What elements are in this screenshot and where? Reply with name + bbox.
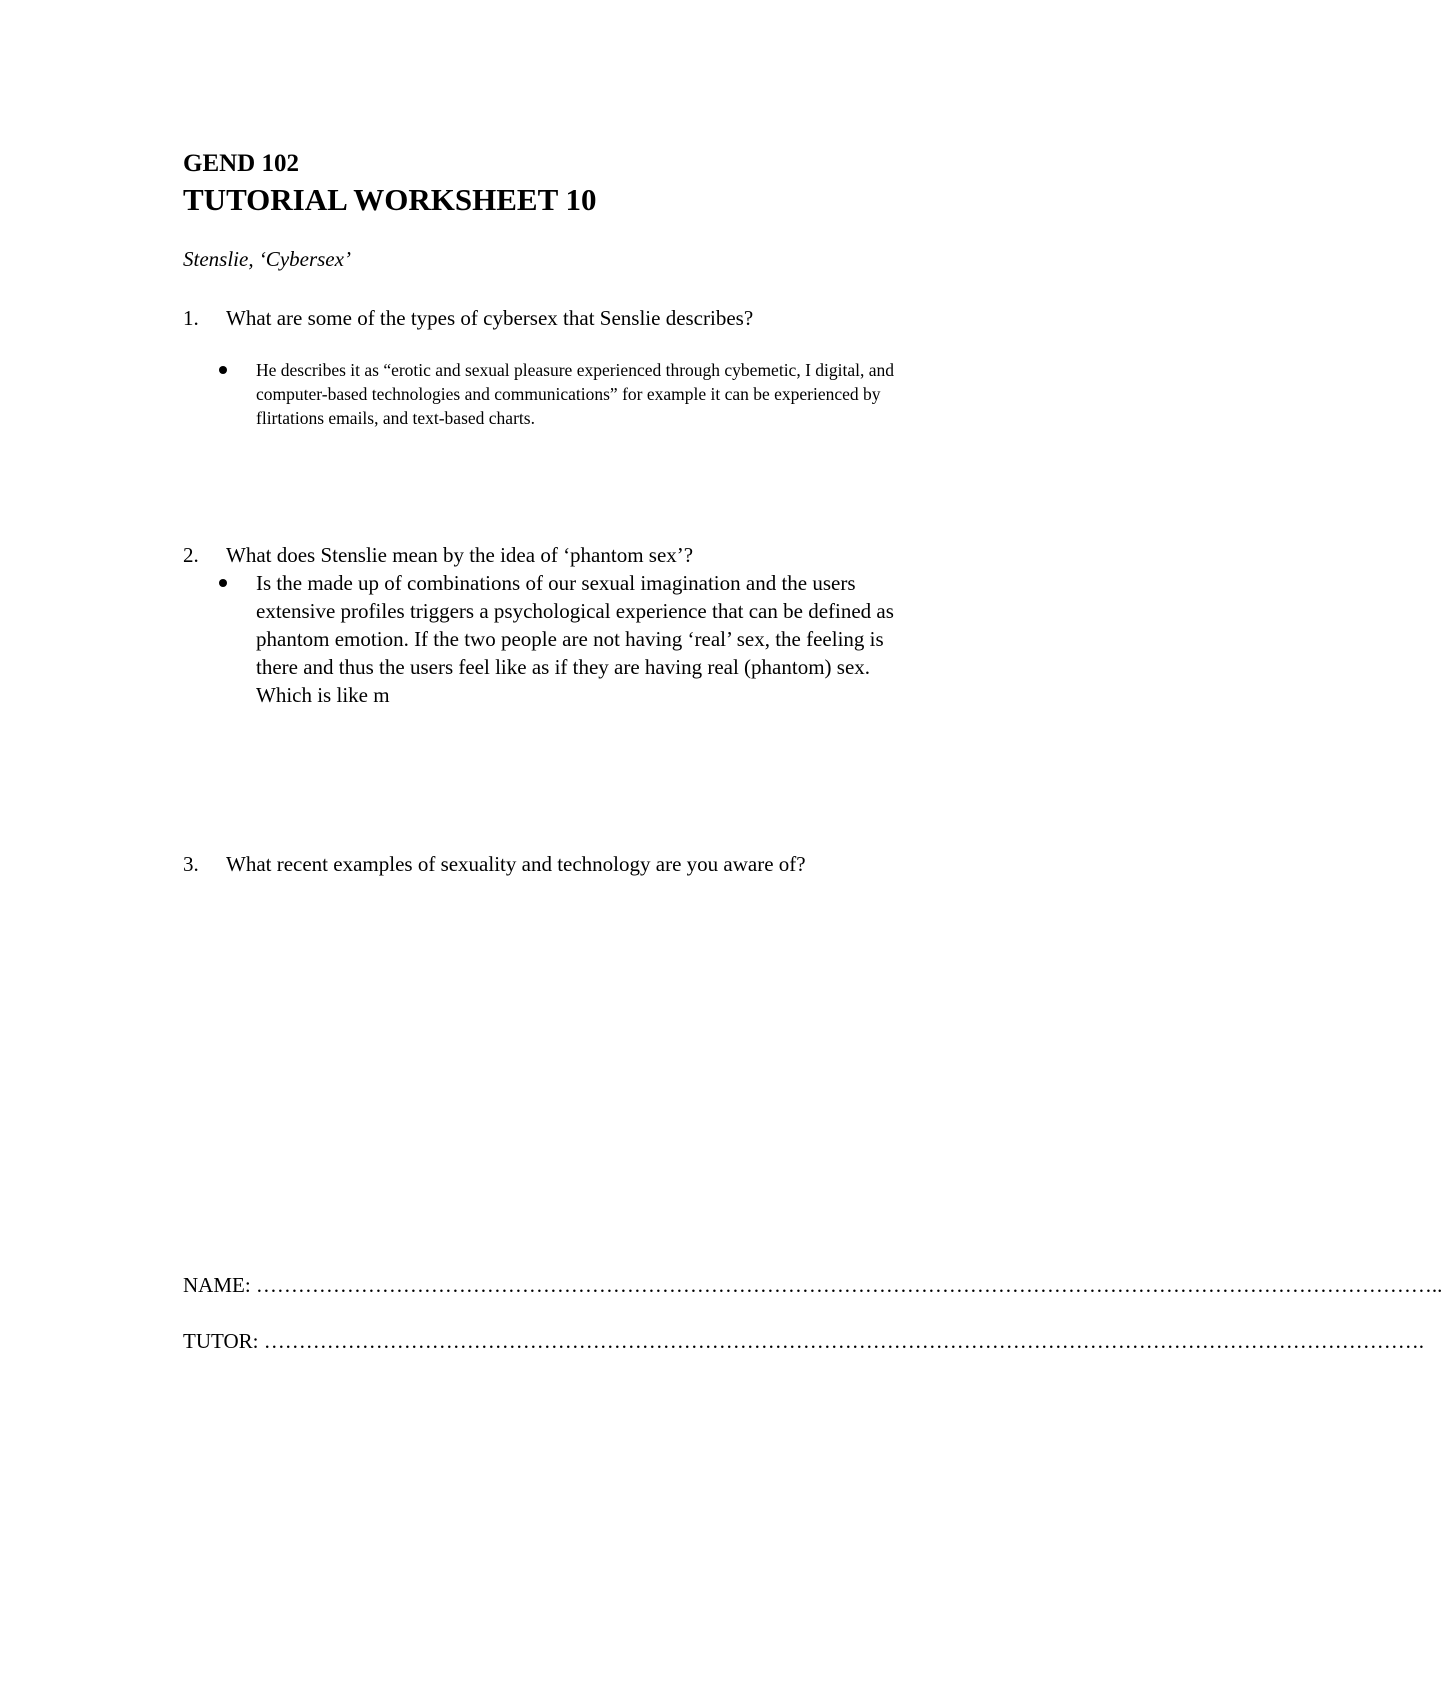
answer-line: computer-based technologies and communications” for example it can be experienced by bbox=[256, 384, 881, 404]
question-3-text: What recent examples of sexuality and technology are you aware of? bbox=[226, 852, 806, 876]
question-1-text: What are some of the types of cybersex that Senslie describes? bbox=[226, 306, 754, 330]
question-3-number: 3. bbox=[183, 852, 199, 876]
page-title: TUTORIAL WORKSHEET 10 bbox=[183, 182, 597, 217]
answer-line: flirtations emails, and text-based charts. bbox=[256, 408, 535, 428]
answer-line: there and thus the users feel like as if they are having real (phantom) sex. bbox=[256, 655, 871, 679]
answer-line: He describes it as “erotic and sexual pleasure experienced through cybemetic, I digital, and bbox=[256, 360, 895, 380]
reading-reference: Stenslie, ‘Cybersex’ bbox=[183, 247, 351, 271]
bullet-icon bbox=[219, 579, 227, 587]
answer-line: Is the made up of combinations of our sexual imagination and the users bbox=[256, 571, 856, 595]
course-code: GEND 102 bbox=[183, 150, 299, 177]
answer-line: phantom emotion. If the two people are not having ‘real’ sex, the feeling is bbox=[256, 627, 884, 651]
name-field: NAME: …………………………………………………………………………………………………………………………………………………….. bbox=[183, 1273, 1442, 1297]
question-2-answer bbox=[256, 569, 1016, 709]
question-1-number: 1. bbox=[183, 306, 199, 330]
answer-line: extensive profiles triggers a psychological experience that can be defined as bbox=[256, 599, 894, 623]
question-1-answer bbox=[256, 358, 1036, 430]
bullet-icon bbox=[219, 366, 227, 374]
tutor-field: TUTOR: …………………………………………………………………………………………………………………………………………………. bbox=[183, 1329, 1424, 1353]
question-2-number: 2. bbox=[183, 543, 199, 567]
answer-line: Which is like m bbox=[256, 683, 390, 707]
question-2-text: What does Stenslie mean by the idea of ‘phantom sex’? bbox=[226, 543, 694, 567]
